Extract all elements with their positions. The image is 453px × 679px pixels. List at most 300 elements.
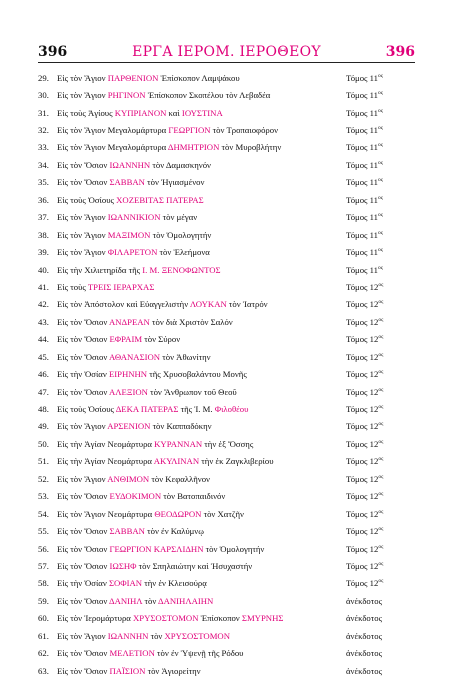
entry-text: Εἰς τὸν Ἅγιον [57, 90, 108, 101]
entry-volume [340, 369, 418, 379]
entry-volume [340, 561, 418, 571]
entry-title [57, 456, 340, 466]
list-item [38, 243, 418, 260]
entry-number: 39. [38, 247, 49, 258]
entry-highlight: ΑΚΥΛΙΝΑΝ [153, 456, 200, 467]
entry-highlight: ΡΗΓΙΝΟΝ [107, 90, 146, 101]
list-item [38, 505, 418, 522]
entry-highlight: ΙΩΑΝΝΗΝ [109, 159, 151, 170]
volume-label: Τόμος 12 [346, 351, 379, 362]
entry-number: 30. [38, 90, 49, 101]
entry-volume [340, 474, 418, 484]
entry-highlight: ΑΛΕΞΙΟΝ [108, 386, 148, 397]
entry-highlight: ΧΟΖΕΒΙΤΑΣ ΠΑΤΕΡΑΣ [116, 194, 204, 205]
entry-text: τὸν Τροπαιοφόρον [210, 125, 279, 136]
entry-highlight: ΔΕΚΑ ΠΑΤΕΡΑΣ [115, 404, 179, 415]
entry-text: τὸν Ὁμολογητήν [150, 229, 212, 240]
entry-volume [340, 526, 418, 536]
entry-text: Εἰς τὸν Ἱερομάρτυρα [57, 613, 133, 624]
entry-volume [340, 578, 418, 588]
list-item [38, 557, 418, 574]
entry-number: 46. [38, 369, 49, 380]
volume-ordinal-suffix: ος [378, 578, 384, 585]
volume-label: Τόμος 11 [346, 229, 379, 240]
entry-title [57, 108, 340, 118]
entry-highlight: ΛΟΥΚΑΝ [189, 299, 227, 310]
entry-volume [340, 387, 418, 397]
entry-text: Εἰς τὸν Ὅσιον [57, 560, 110, 571]
entry-number: 29. [38, 72, 49, 83]
entry-text: τὸν Βατοπαιδινόν [161, 491, 226, 502]
volume-ordinal-suffix: ος [378, 491, 384, 498]
volume-ordinal-suffix: ος [378, 282, 384, 289]
entry-highlight: Φιλοθέου [214, 404, 249, 415]
volume-ordinal-suffix: ος [378, 177, 383, 184]
volume-label: Τόμος 11 [346, 107, 379, 118]
list-item [38, 644, 418, 661]
list-item [38, 156, 418, 173]
volume-label: Τόμος 12 [346, 473, 379, 484]
entry-text: Εἰς τὴν Ὁσίαν [57, 578, 109, 589]
entry-text: τὸν ἐν Ὑψενῇ τῆς Ρόδου [154, 648, 244, 659]
entry-title [57, 317, 340, 327]
entry-number: 57. [38, 560, 49, 571]
entry-title [57, 631, 340, 641]
entry-volume [340, 265, 418, 275]
entry-volume [340, 212, 418, 222]
entry-text: Εἰς τοὺς Ἁγίους [57, 107, 115, 118]
entry-volume [340, 404, 418, 414]
entry-text: Ἐπίσκοπον Σκοπέλου τὸν Λεβαδέα [145, 90, 271, 101]
entry-number: 62. [38, 648, 49, 659]
entry-text: Εἰς τὴν Ὁσίαν [57, 369, 109, 380]
entry-text: Εἰς τὸν Ἀπόστολον καὶ Εὐαγγελιστὴν [57, 299, 190, 310]
entry-title [57, 160, 340, 170]
entry-title [57, 474, 340, 484]
entry-volume [340, 160, 418, 170]
entry-highlight: ΘΕΟΔΩΡΟΝ [154, 508, 202, 519]
entry-text: τῆς Χρυσοβαλάντου Μονῆς [147, 369, 247, 380]
entry-title [57, 230, 340, 240]
volume-label: Τόμος 12 [346, 491, 379, 502]
entry-title [57, 404, 340, 414]
list-item [38, 69, 418, 86]
entry-volume [340, 142, 418, 152]
entry-text: τὸν Κεφαλλῆνον [149, 473, 210, 484]
entry-title [57, 352, 340, 362]
entry-volume [340, 509, 418, 519]
entry-number: 53. [38, 491, 49, 502]
entry-title [57, 648, 340, 658]
entry-highlight: ΑΡΣΕΝΙΟΝ [107, 421, 151, 432]
entry-highlight: ΙΩΣΗΦ [109, 560, 137, 571]
entry-text: τὸν Ἄνθρωπον τοῦ Θεοῦ [147, 386, 237, 397]
entry-volume [340, 491, 418, 501]
entry-volume [340, 456, 418, 466]
volume-label: Τόμος 12 [346, 404, 379, 415]
entry-text: τὴν ἐν Κλεισούρᾳ [142, 578, 207, 589]
volume-ordinal-suffix: ος [378, 90, 383, 97]
entry-number: 55. [38, 526, 49, 537]
entry-volume [340, 631, 418, 641]
entry-highlight: ΔΑΝΙΗΛ [108, 595, 143, 606]
entry-title [57, 265, 340, 275]
volume-label: ἀνέκδοτος [346, 613, 383, 624]
entry-highlight: ΕΙΡΗΝΗΝ [108, 369, 148, 380]
volume-label: Τόμος 11 [346, 247, 379, 258]
entry-text: τὸν Σπηλαιώτην καὶ Ἡσυχαστήν [136, 560, 253, 571]
entry-number: 48. [38, 404, 49, 415]
volume-ordinal-suffix: ος [378, 351, 384, 358]
entry-text: Εἰς τὸν Ὅσιον [57, 491, 110, 502]
entry-text: Εἰς τὸν Ὅσιον [57, 526, 110, 537]
entry-number: 41. [38, 281, 49, 292]
page-number-right: 396 [385, 44, 415, 60]
entry-title [57, 578, 340, 588]
entry-text: τὸν ἐν Καλύμνῳ [144, 526, 204, 537]
entry-highlight: ΣΑΒΒΑΝ [109, 526, 145, 537]
entry-text: Εἰς τὸν Ἅγιον Μεγαλομάρτυρα [57, 142, 168, 153]
entry-number: 54. [38, 508, 49, 519]
entry-highlight: ΙΟΥΣΤΙΝΑ [181, 107, 223, 118]
entry-text: τὸν Σύρον [142, 334, 181, 345]
list-item [38, 296, 418, 313]
entry-text: Εἰς τὸν Ἅγιον [57, 421, 108, 432]
entry-title [57, 73, 340, 83]
entry-text: τὴν ἐκ Ζαγκλιβερίου [199, 456, 274, 467]
entry-number: 35. [38, 177, 49, 188]
entry-text: Εἰς τὸν Ἅγιον [57, 473, 108, 484]
volume-label: Τόμος 11 [346, 212, 379, 223]
volume-ordinal-suffix: ος [378, 456, 384, 463]
page-title: ΕΡΓΑ ΙΕΡΟΜ. ΙΕΡΟΘΕΟΥ [132, 44, 321, 60]
entry-volume [340, 247, 418, 257]
entry-number: 47. [38, 386, 49, 397]
volume-label: Τόμος 12 [346, 543, 379, 554]
entry-number: 34. [38, 159, 49, 170]
entry-number: 56. [38, 543, 49, 554]
entry-text: Εἰς τὸν Ὅσιον [57, 351, 109, 362]
entry-text: Εἰς τὸν Ὅσιον [57, 334, 110, 345]
list-item [38, 435, 418, 452]
entry-text: Εἰς τὸν Ὅσιον [57, 543, 110, 554]
entry-title [57, 142, 340, 152]
volume-label: Τόμος 12 [346, 281, 379, 292]
volume-ordinal-suffix: ος [378, 142, 383, 149]
entry-number: 42. [38, 299, 49, 310]
volume-label: Τόμος 12 [346, 578, 379, 589]
entry-title [57, 195, 340, 205]
list-item [38, 383, 418, 400]
entry-highlight: ΔΗΜΗΤΡΙΟΝ [167, 142, 220, 153]
entry-number: 36. [38, 194, 49, 205]
entry-highlight: ΓΕΩΡΓΙΟΝ [168, 125, 211, 136]
volume-ordinal-suffix: ος [378, 473, 384, 480]
entry-title [57, 526, 340, 536]
entry-title [57, 544, 340, 554]
entry-text: τὸν Ἡγιασμένον [144, 177, 205, 188]
volume-ordinal-suffix: ος [378, 386, 384, 393]
volume-label: Τόμος 11 [346, 159, 379, 170]
entry-text: Εἰς τὸν Ὅσιον [57, 159, 110, 170]
volume-label: Τόμος 12 [346, 560, 379, 571]
entry-text: Εἰς τοὺς Ὁσίους [57, 194, 117, 205]
entry-volume [340, 230, 418, 240]
entry-highlight: ΚΥΠΡΙΑΝΟΝ [114, 107, 167, 118]
entry-number: 59. [38, 595, 49, 606]
volume-ordinal-suffix: ος [378, 369, 384, 376]
entry-number: 38. [38, 229, 49, 240]
list-item [38, 104, 418, 121]
volume-label: ἀνέκδοτος [346, 665, 383, 676]
entry-highlight: ΧΡΥΣΟΣΤΟΜΟΝ [133, 613, 199, 624]
entry-text: Εἰς τοὺς Ὁσίους [57, 404, 116, 415]
volume-label: Τόμος 12 [346, 526, 379, 537]
volume-ordinal-suffix: ος [378, 561, 384, 568]
entry-highlight: ΧΡΥΣΟΣΤΟΜΟΝ [164, 630, 230, 641]
entry-text: Εἰς τὸν Ἅγιον [57, 247, 108, 258]
list-item [38, 209, 418, 226]
entry-number: 32. [38, 125, 49, 136]
entry-text: τὸν Ἀθωνίτην [160, 351, 211, 362]
entry-volume [340, 596, 418, 606]
entry-title [57, 596, 340, 606]
entry-number: 51. [38, 456, 49, 467]
entry-title [57, 613, 340, 623]
entry-volume [340, 282, 418, 292]
volume-label: Τόμος 11 [346, 90, 379, 101]
volume-ordinal-suffix: ος [378, 404, 384, 411]
volume-ordinal-suffix: ος [378, 247, 383, 254]
entry-number: 40. [38, 264, 49, 275]
entry-text: τὸν Μυροβλήτην [219, 142, 282, 153]
entry-highlight: ΠΑΡΘΕΝΙΟΝ [107, 72, 159, 83]
entry-text: τὸν Χατζῆν [201, 508, 244, 519]
entry-title [57, 561, 340, 571]
entry-highlight: Ι. Μ. ΞΕΝΟΦΩΝΤΟΣ [142, 264, 221, 275]
list-item [38, 610, 418, 627]
volume-ordinal-suffix: ος [378, 439, 384, 446]
entry-text: τὴν ἐξ Ὄσσης [202, 438, 254, 449]
entry-volume [340, 613, 418, 623]
entry-number: 50. [38, 438, 49, 449]
entry-text: Ἐπίσκοπον [198, 613, 242, 624]
page-number-left: 396 [38, 44, 68, 60]
list-item [38, 453, 418, 470]
entry-number: 60. [38, 613, 49, 624]
volume-label: Τόμος 12 [346, 369, 379, 380]
entry-highlight: ΕΦΡΑΙΜ [109, 334, 143, 345]
entry-list [38, 69, 418, 679]
volume-label: Τόμος 12 [346, 421, 379, 432]
volume-ordinal-suffix: ος [378, 421, 384, 428]
list-item [38, 261, 418, 278]
page-header [38, 40, 415, 60]
list-item [38, 121, 418, 138]
list-item [38, 540, 418, 557]
volume-label: Τόμος 12 [346, 456, 379, 467]
entry-number: 44. [38, 334, 49, 345]
entry-text: τὸν [142, 595, 159, 606]
entry-highlight: ΑΝΘΙΜΟΝ [107, 473, 150, 484]
entry-highlight: ΙΩΑΝΝΗΝ [107, 630, 149, 641]
volume-label: Τόμος 11 [346, 72, 379, 83]
entry-text: τὸν Ὁμολογητήν [203, 543, 265, 554]
entry-text: τὸν Ἐλεήμονα [157, 247, 210, 258]
entry-text: τὸν Ἁγιορείτην [145, 665, 201, 676]
volume-label: Τόμος 11 [346, 142, 379, 153]
entry-text: Ἐπίσκοπον Λαμψάκου [158, 72, 240, 83]
entry-volume [340, 352, 418, 362]
entry-text: τὸν Καππαδόκην [150, 421, 212, 432]
entry-text: Εἰς τὸν Ἅγιον [57, 72, 108, 83]
entry-text: Εἰς τὴν Χιλιετηρίδα τῆς [57, 264, 143, 275]
entry-title [57, 334, 340, 344]
entry-volume [340, 334, 418, 344]
entry-title [57, 212, 340, 222]
entry-text: Εἰς τὸν Ἅγιον Μεγαλομάρτυρα [57, 125, 169, 136]
volume-ordinal-suffix: ος [378, 229, 383, 236]
entry-text: Εἰς τὸν Ὅσιον [57, 386, 109, 397]
volume-ordinal-suffix: ος [378, 334, 384, 341]
list-item [38, 313, 418, 330]
entry-title [57, 282, 340, 292]
entry-text: τὸν Δαμασκηνόν [150, 159, 211, 170]
entry-highlight: ΑΝΔΡΕΑΝ [108, 316, 150, 327]
entry-text: Εἰς τὸν Ἅγιον [57, 212, 108, 223]
list-item [38, 174, 418, 191]
list-item [38, 348, 418, 365]
entry-title [57, 439, 340, 449]
list-item [38, 627, 418, 644]
volume-label: Τόμος 12 [346, 508, 379, 519]
entry-text: τὸν διὰ Χριστὸν Σαλόν [149, 316, 233, 327]
entry-highlight: ΣΟΦΙΑΝ [108, 578, 143, 589]
volume-ordinal-suffix: ος [378, 194, 383, 201]
entry-volume [340, 439, 418, 449]
volume-label: Τόμος 12 [346, 316, 379, 327]
list-item [38, 418, 418, 435]
entry-text: Εἰς τὸν Ἅγιον [57, 630, 108, 641]
entry-number: 49. [38, 421, 49, 432]
entry-text: τὸν [148, 630, 165, 641]
entry-number: 33. [38, 142, 49, 153]
entry-title [57, 247, 340, 257]
entry-volume [340, 177, 418, 187]
list-item [38, 278, 418, 295]
entry-number: 37. [38, 212, 49, 223]
volume-ordinal-suffix: ος [378, 264, 383, 271]
list-item [38, 575, 418, 592]
entry-volume [340, 108, 418, 118]
entry-highlight: ΣΜΥΡΝΗΣ [241, 613, 284, 624]
entry-highlight: ΣΑΒΒΑΝ [109, 177, 145, 188]
entry-highlight: ΜΕΛΕΤΙΟΝ [109, 648, 155, 659]
volume-ordinal-suffix: ος [378, 212, 383, 219]
entry-text: Εἰς τὸν Ὅσιον [57, 316, 109, 327]
volume-label: Τόμος 11 [346, 194, 379, 205]
list-item [38, 365, 418, 382]
volume-label: ἀνέκδοτος [346, 595, 383, 606]
entry-volume [340, 73, 418, 83]
list-item [38, 191, 418, 208]
list-item [38, 139, 418, 156]
entry-volume [340, 195, 418, 205]
entry-text: τὸν μέγαν [160, 212, 198, 223]
entry-highlight: ΜΑΞΙΜΟΝ [107, 229, 151, 240]
volume-ordinal-suffix: ος [378, 508, 384, 515]
entry-title [57, 666, 340, 676]
entry-title [57, 299, 340, 309]
entry-title [57, 421, 340, 431]
entry-volume [340, 299, 418, 309]
list-item [38, 86, 418, 103]
volume-label: Τόμος 11 [346, 177, 379, 188]
entry-number: 61. [38, 630, 49, 641]
entry-text: Εἰς τὸν Ἅγιον Νεομάρτυρα [57, 508, 155, 519]
volume-ordinal-suffix: ος [378, 107, 383, 114]
entry-text: Εἰς τὸν Ὅσιον [57, 665, 110, 676]
volume-ordinal-suffix: ος [378, 299, 384, 306]
entry-highlight: ΚΥΡΑΝΝΑΝ [154, 438, 203, 449]
list-item [38, 470, 418, 487]
entry-highlight: ΠΑΪΣΙΟΝ [109, 665, 146, 676]
list-item [38, 592, 418, 609]
list-item [38, 226, 418, 243]
entry-number: 63. [38, 665, 49, 676]
volume-ordinal-suffix: ος [378, 160, 383, 167]
entry-text: τῆς Ἱ. Μ. [178, 404, 215, 415]
entry-highlight: ΑΘΑΝΑΣΙΟΝ [108, 351, 161, 362]
entry-title [57, 509, 340, 519]
volume-label: ἀνέκδοτος [346, 630, 383, 641]
entry-number: 45. [38, 351, 49, 362]
volume-ordinal-suffix: ος [378, 125, 383, 132]
volume-label: Τόμος 12 [346, 299, 379, 310]
entry-text: Εἰς τὴν Ἁγίαν Νεομάρτυρα [57, 456, 154, 467]
entry-highlight: ΙΩΑΝΝΙΚΙΟΝ [107, 212, 161, 223]
list-item [38, 488, 418, 505]
volume-label: Τόμος 11 [346, 264, 379, 275]
entry-title [57, 369, 340, 379]
entry-volume [340, 317, 418, 327]
entry-volume [340, 666, 418, 676]
list-item [38, 662, 418, 679]
volume-label: Τόμος 12 [346, 438, 379, 449]
volume-label: Τόμος 12 [346, 386, 379, 397]
entry-highlight: ΓΕΩΡΓΙΟΝ ΚΑΡΣΛΙΔΗΝ [109, 543, 204, 554]
volume-label: ἀνέκδοτος [346, 648, 383, 659]
entry-highlight: ΕΥΔΟΚΙΜΟΝ [109, 491, 162, 502]
entry-number: 52. [38, 473, 49, 484]
header-rule [38, 62, 415, 63]
entry-text: Εἰς τὸν Ἅγιον [57, 229, 108, 240]
volume-ordinal-suffix: ος [378, 543, 384, 550]
entry-title [57, 125, 340, 135]
entry-number: 58. [38, 578, 49, 589]
entry-text: Εἰς τὸν Ὅσιον [57, 648, 110, 659]
entry-number: 31. [38, 107, 49, 118]
entry-title [57, 387, 340, 397]
list-item [38, 522, 418, 539]
entry-title [57, 177, 340, 187]
volume-ordinal-suffix: ος [378, 72, 383, 79]
entry-volume [340, 90, 418, 100]
volume-label: Τόμος 12 [346, 334, 379, 345]
entry-text: καὶ [166, 107, 182, 118]
entry-text: Εἰς τὸν Ὅσιον [57, 177, 110, 188]
entry-text: Εἰς τὸν Ὅσιον [57, 595, 109, 606]
